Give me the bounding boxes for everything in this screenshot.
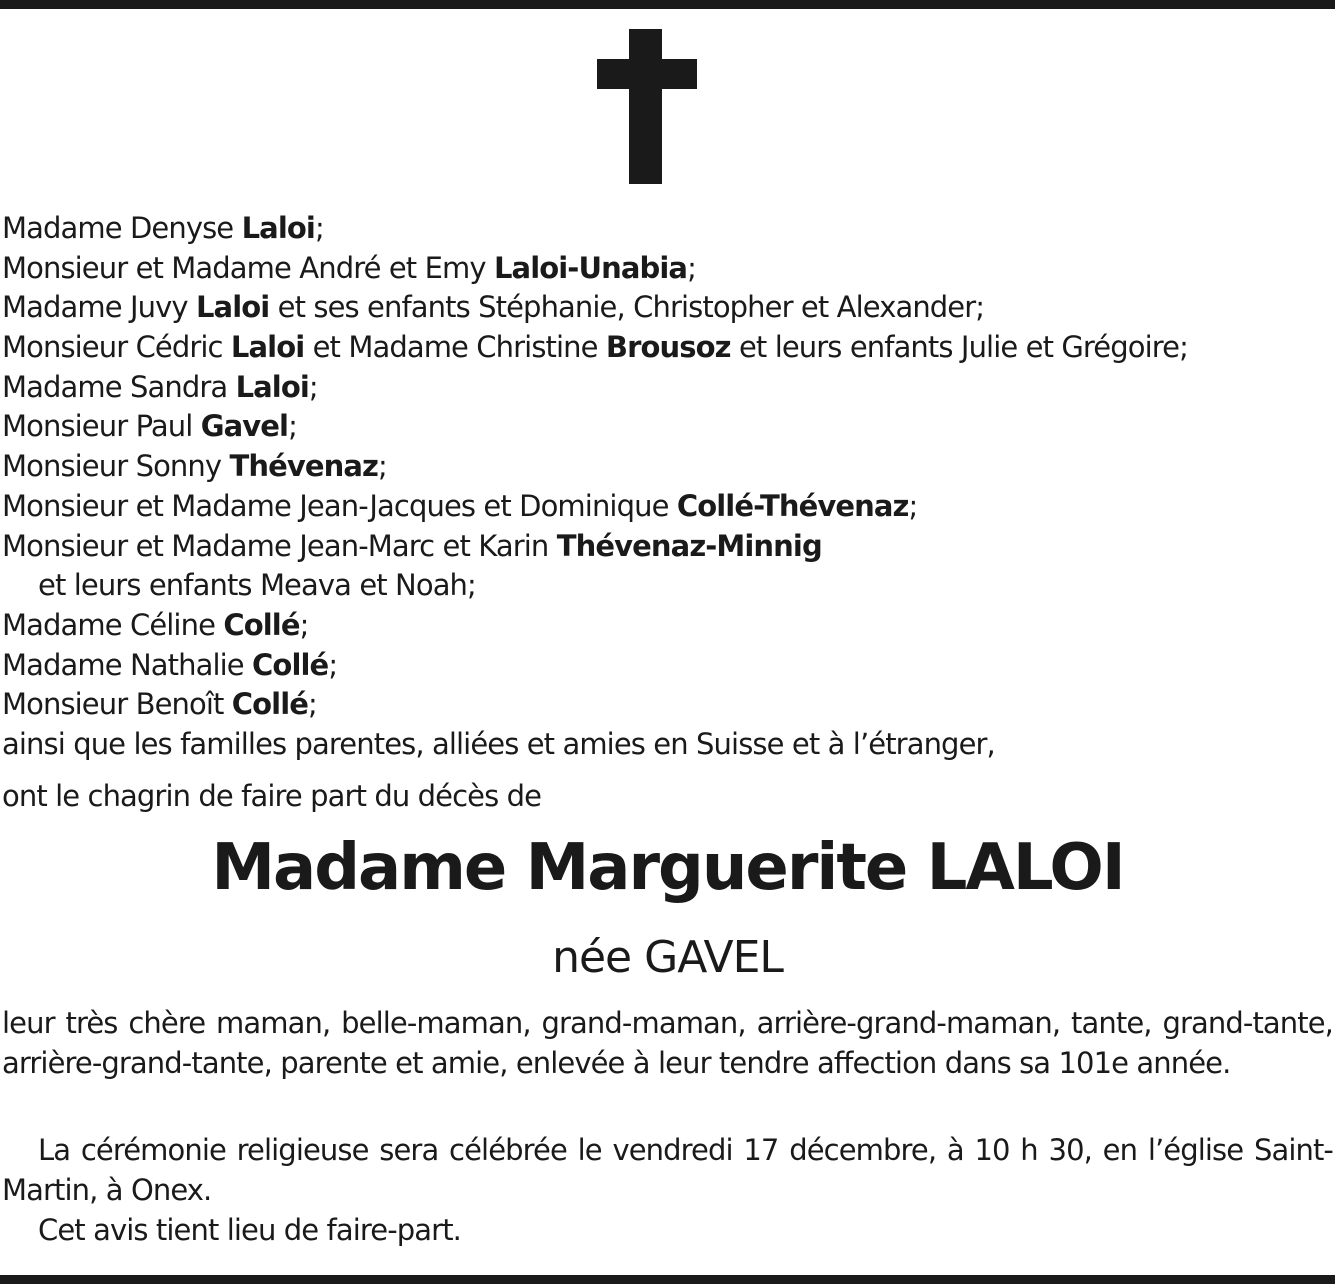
cross-horizontal-bar bbox=[597, 59, 697, 89]
top-border-rule bbox=[0, 0, 1335, 9]
mourner-line: Madame Sandra Laloi; bbox=[2, 369, 318, 404]
cross-icon bbox=[597, 29, 697, 184]
mourners-list bbox=[2, 209, 1332, 765]
maiden-name: née GAVEL bbox=[552, 932, 783, 983]
mourner-line: Monsieur Cédric Laloi et Madame Christine Brousoz et leurs enfants Julie et Grégoire; bbox=[2, 330, 1188, 365]
ceremony-paragraph: La cérémonie religieuse sera célébrée le vendredi 17 décembre, à 10 h 30, en l’église Saint-Martin, à Onex. bbox=[2, 1133, 1333, 1207]
mourner-line: Monsieur et Madame Jean-Jacques et Dominique Collé-Thévenaz; bbox=[2, 488, 918, 523]
cross-vertical-bar bbox=[629, 29, 662, 184]
mourner-line: Monsieur Sonny Thévenaz; bbox=[2, 449, 387, 484]
relation-paragraph: leur très chère maman, belle-maman, grand-maman, arrière-grand-maman, tante, grand-tante, arrière-grand-tante, parente et amie, enlevée à leur tendre affection dans sa 101e année. bbox=[2, 1006, 1333, 1080]
mourner-line: Monsieur Paul Gavel; bbox=[2, 409, 297, 444]
mourner-line: Madame Céline Collé; bbox=[2, 607, 309, 642]
mourner-line: Monsieur et Madame André et Emy Laloi-Unabia; bbox=[2, 250, 696, 285]
mourner-line: Madame Nathalie Collé; bbox=[2, 647, 338, 682]
deceased-name: Madame Marguerite LALOI bbox=[211, 831, 1124, 905]
mourner-line: Monsieur Benoît Collé; bbox=[2, 687, 317, 722]
notice-paragraph: Cet avis tient lieu de faire-part. bbox=[38, 1213, 461, 1247]
announcement-intro: ont le chagrin de faire part du décès de bbox=[2, 779, 542, 813]
mourner-line: Monsieur et Madame Jean-Marc et Karin Thévenaz-Minnig bbox=[2, 528, 822, 563]
mourner-line: ainsi que les familles parentes, alliées et amies en Suisse et à l’étranger, bbox=[2, 726, 995, 761]
bottom-border-rule bbox=[0, 1275, 1335, 1284]
mourner-line-continuation: et leurs enfants Meava et Noah; bbox=[38, 568, 476, 603]
mourner-line: Madame Juvy Laloi et ses enfants Stéphanie, Christopher et Alexander; bbox=[2, 290, 985, 325]
mourner-line: Madame Denyse Laloi; bbox=[2, 211, 324, 245]
